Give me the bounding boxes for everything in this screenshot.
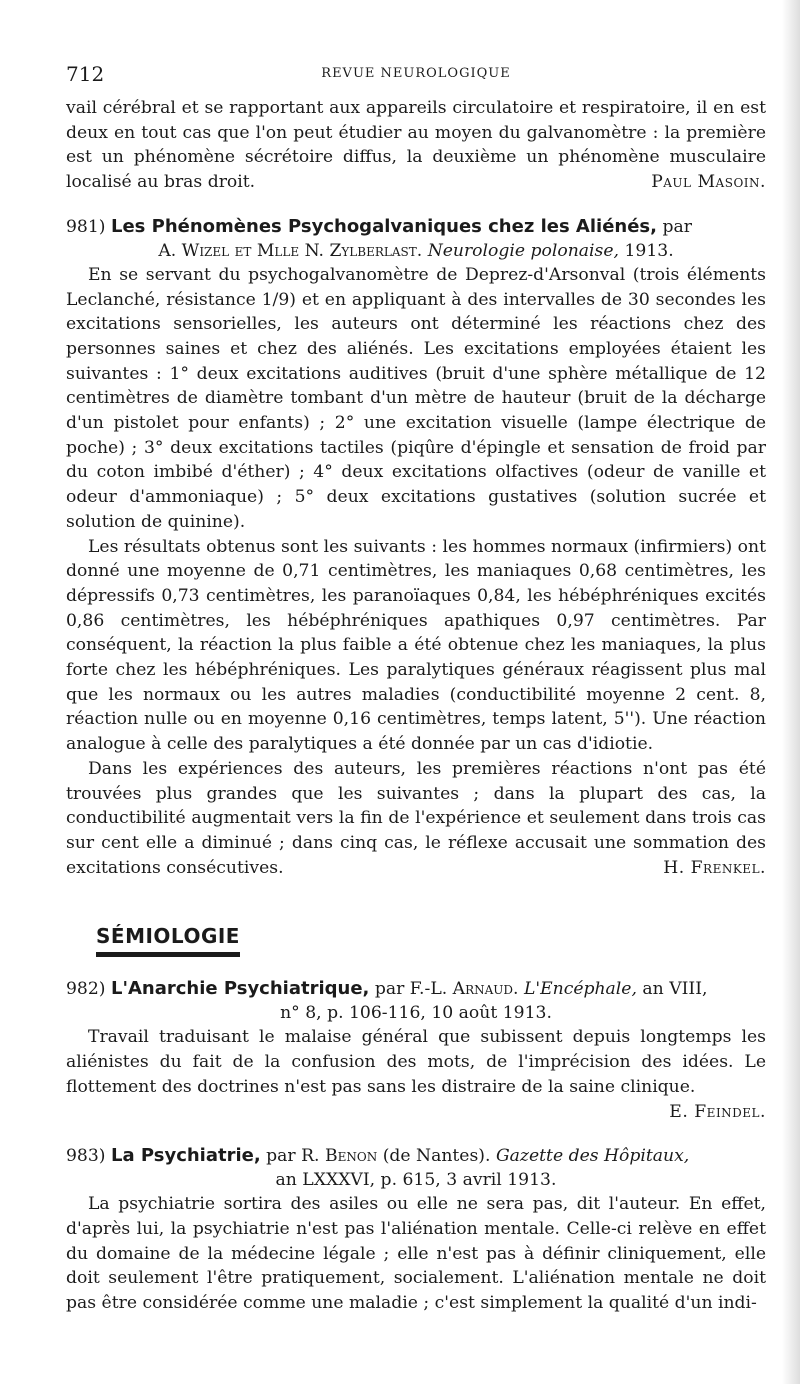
entry-title: Les Phénomènes Psychogalvaniques chez les Aliénés,	[110, 215, 657, 237]
entry-journal: Gazette des Hôpitaux,	[495, 1146, 690, 1167]
entry-authors: F.-L. Arnaud.	[409, 979, 519, 1000]
paragraph: En se servant du psychogalvanomètre de Deprez-d'Arsonval (trois éléments Leclanché, résistance 1/9) et en appliquant à des intervalles de 30 secondes les excitations sensorielles, les auteurs ont déterminé les réactions chez des personnes saines et chez des aliénés. Les excitations employées étaient les suivantes : 1° deux excitations auditives (bruit d'une sphère métallique de 12 centimètres de diamètre tombant d'un mètre de hauteur (bruit de la décharge d'un pistolet pour enfants) ; 2° une excitation visuelle (lampe électrique de poche) ; 3° deux excitations tactiles (piqûre d'épingle et sensation de froid par du coton imbibé d'éther) ; 4° deux excitations olfactives (odeur de vanille et odeur d'ammoniaque) ; 5° deux excitations gustatives (solution sucrée et solution de quinine).	[66, 264, 766, 532]
entry-number: 983)	[66, 1146, 106, 1167]
entry-authors: A. Wizel et Mlle N. Zylberlast.	[158, 240, 423, 261]
paragraph: Travail traduisant le malaise général que subissent depuis longtemps les aliénistes du fait de la confusion des mots, de l'imprécision des idées. Le flottement des doctrines n'est pas sans les distraire de la saine clinique.	[66, 1027, 766, 1097]
running-head	[66, 62, 766, 86]
entry-title: La Psychiatrie,	[110, 1145, 261, 1167]
entry-ref-line1: an VIII,	[642, 979, 708, 1000]
entry-ref-line2: n° 8, p. 106-116, 10 août 1913.	[280, 1003, 552, 1024]
by-word: par	[374, 979, 405, 1000]
entry-year: 1913.	[624, 240, 674, 261]
signature: E. Feindel.	[669, 1101, 766, 1122]
entry-heading	[66, 977, 766, 1025]
signature: Paul Masoin.	[651, 172, 766, 193]
entry-journal: L'Encéphale,	[523, 979, 637, 1000]
entry-heading	[66, 215, 766, 263]
by-word: par	[266, 1146, 296, 1167]
entry-authors: R. Benon	[301, 1146, 378, 1167]
entry-number: 982)	[66, 979, 106, 1000]
entry-983	[66, 1144, 766, 1316]
paragraph: Dans les expériences des auteurs, les premières réactions n'ont pas été trouvées plus grandes que les suivantes ; dans la plupart des cas, la conductibilité augmentait vers la fin de l'expérience et seulement dans trois cas sur cent elle a diminué ; dans cinq cas, le réflexe accusait une sommation des excitations consécutives. H. Frenkel.	[66, 757, 766, 881]
entry-number: 981)	[66, 216, 106, 237]
entry-title: L'Anarchie Psychiatrique,	[110, 978, 370, 1000]
entry-journal: Neurologie polonaise,	[427, 240, 619, 261]
by-word: par	[662, 216, 692, 237]
page-number: 712	[66, 62, 105, 86]
signature: H. Frenkel.	[663, 857, 766, 878]
entry-heading	[66, 1144, 766, 1192]
entry-981	[66, 215, 766, 881]
journal-title: REVUE NEUROLOGIQUE	[321, 66, 511, 81]
section-heading: SÉMIOLOGIE	[96, 924, 240, 957]
journal-page	[66, 62, 766, 1316]
section-heading-wrap	[96, 924, 766, 957]
paragraph: Les résultats obtenus sont les suivants : les hommes normaux (infirmiers) ont donné une moyenne de 0,71 centimètres, les maniaques 0,68 centimètres, les dépressifs 0,73 centimètres, les paranoïaques 0,84, les hébéphréniques excités 0,86 centimètres, les hébéphréniques apathiques 0,97 centimètres. Par conséquent, la réaction la plus faible a été obtenue chez les maniaques, la plus forte chez les hébéphréniques. Les paralytiques généraux réagissent plus mal que les normaux ou les autres maladies (conductibilité moyenne 2 cent. 8, réaction nulle ou en moyenne 0,16 centimètres, temps latent, 5''). Une réaction analogue à celle des paralytiques a été donnée par un cas d'idiotie.	[66, 536, 766, 755]
entry-982	[66, 977, 766, 1124]
reference-line	[66, 239, 766, 263]
continuation-paragraph: vail cérébral et se rapportant aux appareils circulatoire et respiratoire, il en est deux en tout cas que l'on peut étudier au moyen du galvanomètre : la première est un phénomène sécrétoire diffus, la deuxième un phénomène musculaire localisé au bras droit. Paul Masoin.	[66, 96, 766, 195]
entry-place: (de Nantes).	[382, 1146, 491, 1167]
scan-edge-shadow	[782, 0, 800, 1384]
paragraph: La psychiatrie sortira des asiles ou elle ne sera pas, dit l'auteur. En effet, d'après lui, la psychiatrie n'est pas l'aliénation mentale. Celle-ci relève en effet du domaine de la médecine légale ; elle n'est pas à définir cliniquement, elle doit seulement l'être pratiquement, socialement. L'aliénation mentale ne doit pas être considérée comme une maladie ; c'est simplement la qualité d'un indi-	[66, 1194, 766, 1314]
entry-ref-line2: an LXXXVI, p. 615, 3 avril 1913.	[275, 1170, 557, 1191]
continuation-block	[66, 96, 766, 195]
